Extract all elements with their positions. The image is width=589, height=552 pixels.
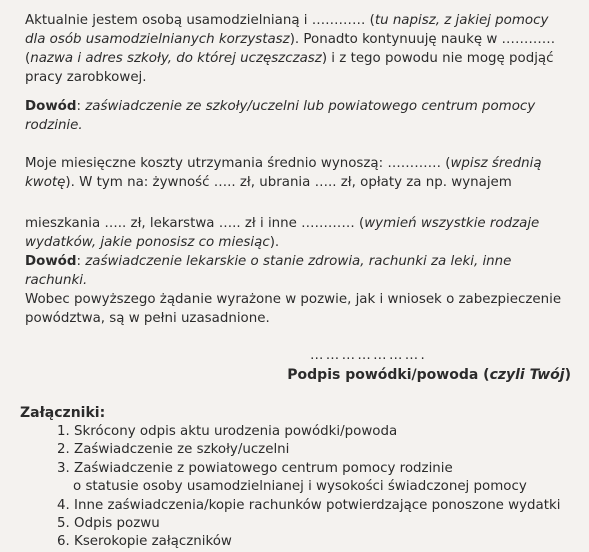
text-segment: Aktualnie jestem osobą usamodzielnianą i ………… ( — [25, 13, 375, 28]
evidence-label: Dowód — [25, 254, 77, 269]
attachment-item: 4. Inne zaświadczenia/kopie rachunków potwierdzające ponoszone wydatki — [57, 497, 561, 513]
separator: : — [76, 254, 86, 269]
signature-line: …………………. — [310, 348, 428, 363]
conclusion-text: Wobec powyższego żądanie wyrażone w pozwie, jak i wniosek o zabezpieczenie powództwa, są w pełni uzasadnione. — [25, 292, 562, 326]
evidence-school — [25, 97, 570, 135]
instruction-text: wymień wszystkie rodzaje wydatków, jakie ponosisz co miesiąc — [25, 216, 540, 250]
signature-label-italic: czyli Twój — [489, 367, 565, 383]
evidence-label: Dowód — [25, 99, 77, 114]
paragraph-monthly-costs — [25, 154, 570, 192]
evidence-text: zaświadczenie lekarskie o stanie zdrowia, rachunki za leki, inne rachunki. — [25, 254, 512, 288]
instruction-text: nazwa i adres szkoły, do której uczęszczasz — [30, 51, 322, 66]
separator: : — [76, 99, 86, 114]
paragraph-independence — [25, 11, 570, 87]
paragraph-conclusion — [25, 290, 570, 328]
paragraph-cost-breakdown — [25, 214, 570, 252]
attachments-title: Załączniki: — [20, 405, 106, 421]
attachment-item: 1. Skrócony odpis aktu urodzenia powódki/powoda — [57, 424, 398, 439]
attachment-item: 2. Zaświadczenie ze szkoły/uczelni — [57, 442, 290, 458]
text-segment: ). — [269, 235, 280, 250]
signature-label — [287, 366, 571, 385]
signature-label-end: ) — [564, 367, 571, 383]
attachment-item: 6. Kserokopie załączników — [57, 534, 232, 550]
instruction-text: tu napisz, z jakiej pomocy dla osób usamodzielnianych korzystasz — [25, 13, 549, 47]
text-segment: mieszkania ….. zł, lekarstwa ….. zł i inne ………… ( — [25, 216, 365, 231]
instruction-text: wpisz średnią kwotę — [25, 156, 542, 190]
text-segment: ). W tym na: żywność ….. zł, ubrania ….. zł, opłaty za np. wynajem — [65, 175, 512, 190]
text-segment: ). Ponadto kontynuuję naukę w ………… ( — [25, 32, 556, 66]
attachments-list — [57, 423, 561, 552]
evidence-text: zaświadczenie ze szkoły/uczelni lub powiatowego centrum pomocy rodzinie. — [25, 99, 536, 133]
text-segment: ) i z tego powodu nie mogę podjąć pracy zarobkowej. — [25, 51, 554, 85]
text-segment: Moje miesięczne koszty utrzymania średnio wynoszą: ………… ( — [25, 156, 451, 171]
attachment-item: 3. Zaświadczenie z powiatowego centrum pomocy rodzinie — [57, 460, 453, 476]
signature-label-text: Podpis powódki/powoda ( — [287, 367, 490, 383]
attachment-item-continuation: o statusie osoby usamodzielnianej i wysokości świadczonej pomocy — [73, 479, 527, 495]
attachment-item: 5. Odpis pozwu — [57, 516, 160, 532]
evidence-medical — [25, 252, 570, 290]
